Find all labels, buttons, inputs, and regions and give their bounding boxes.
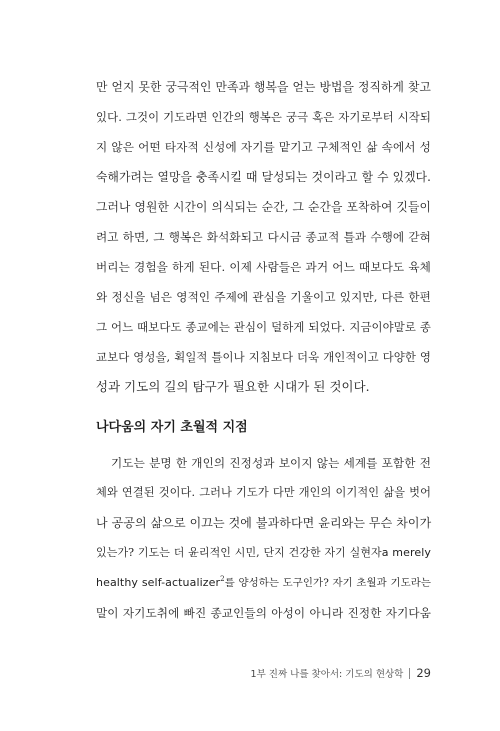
body-line: 버리는 경험을 하게 된다. 이제 사람들은 과거 어느 때보다도 육체 xyxy=(96,260,431,274)
body-line: 있다. 그것이 기도라면 인간의 행복은 궁극 혹은 자기로부터 시작되 xyxy=(96,110,431,124)
body-line: 숙해가려는 열망을 충족시킬 때 달성되는 것이라고 할 수 있겠다. xyxy=(96,170,431,184)
body-line: 나 공공의 삶으로 이끄는 것에 불과하다면 윤리와는 무슨 차이가 xyxy=(96,516,432,530)
running-head: 1부 진짜 나를 찾아서: 기도의 현상학 xyxy=(250,669,404,680)
body-line: 려고 하면, 그 행복은 화석화되고 다시금 종교적 틀과 수행에 갇혀 xyxy=(96,230,431,244)
body-text: 있는가? 기도는 더 윤리적인 시민, 단지 건강한 자기 실현자 xyxy=(96,546,382,559)
body-text: 를 양성하는 도구인가? 자기 초월과 기도라는 xyxy=(224,577,431,589)
body-line: 지 않은 어떤 타자적 신성에 자기를 맡기고 구체적인 삶 속에서 성 xyxy=(96,140,431,154)
body-line: 성과 기도의 길의 탐구가 필요한 시대가 된 것이다. xyxy=(96,379,370,394)
body-line xyxy=(96,573,431,593)
body-line: 교보다 영성을, 획일적 틀이나 지침보다 더욱 개인적이고 다양한 영 xyxy=(96,350,431,364)
page-footer xyxy=(251,666,431,680)
english-gloss: a merely xyxy=(381,546,432,559)
footer-divider xyxy=(409,668,410,679)
body-line: 와 정신을 넘은 영적인 주제에 관심을 기울이고 있지만, 다른 한편 xyxy=(96,290,431,304)
english-gloss: healthy self-actualizer xyxy=(96,576,221,589)
page-number: 29 xyxy=(416,666,431,680)
body-line: 그 어느 때보다도 종교에는 관심이 덜하게 되었다. 지금이야말로 종 xyxy=(96,320,431,334)
body-line xyxy=(96,543,431,563)
body-line: 만 얻지 못한 궁극적인 만족과 행복을 얻는 방법을 정직하게 찾고 xyxy=(96,80,431,94)
section-heading: 나다움의 자기 초월적 지점 xyxy=(96,420,248,435)
body-line: 말이 자기도취에 빠진 종교인들의 아성이 아니라 진정한 자기다움 xyxy=(96,606,431,620)
body-line: 기도는 분명 한 개인의 진정성과 보이지 않는 세계를 포함한 전 xyxy=(111,456,431,470)
body-line: 그러나 영원한 시간이 의식되는 순간, 그 순간을 포착하여 깃들이 xyxy=(96,200,431,214)
body-line: 체와 연결된 것이다. 그러나 기도가 다만 개인의 이기적인 삶을 벗어 xyxy=(96,486,431,499)
footnote-marker[interactable]: 2 xyxy=(220,575,225,583)
